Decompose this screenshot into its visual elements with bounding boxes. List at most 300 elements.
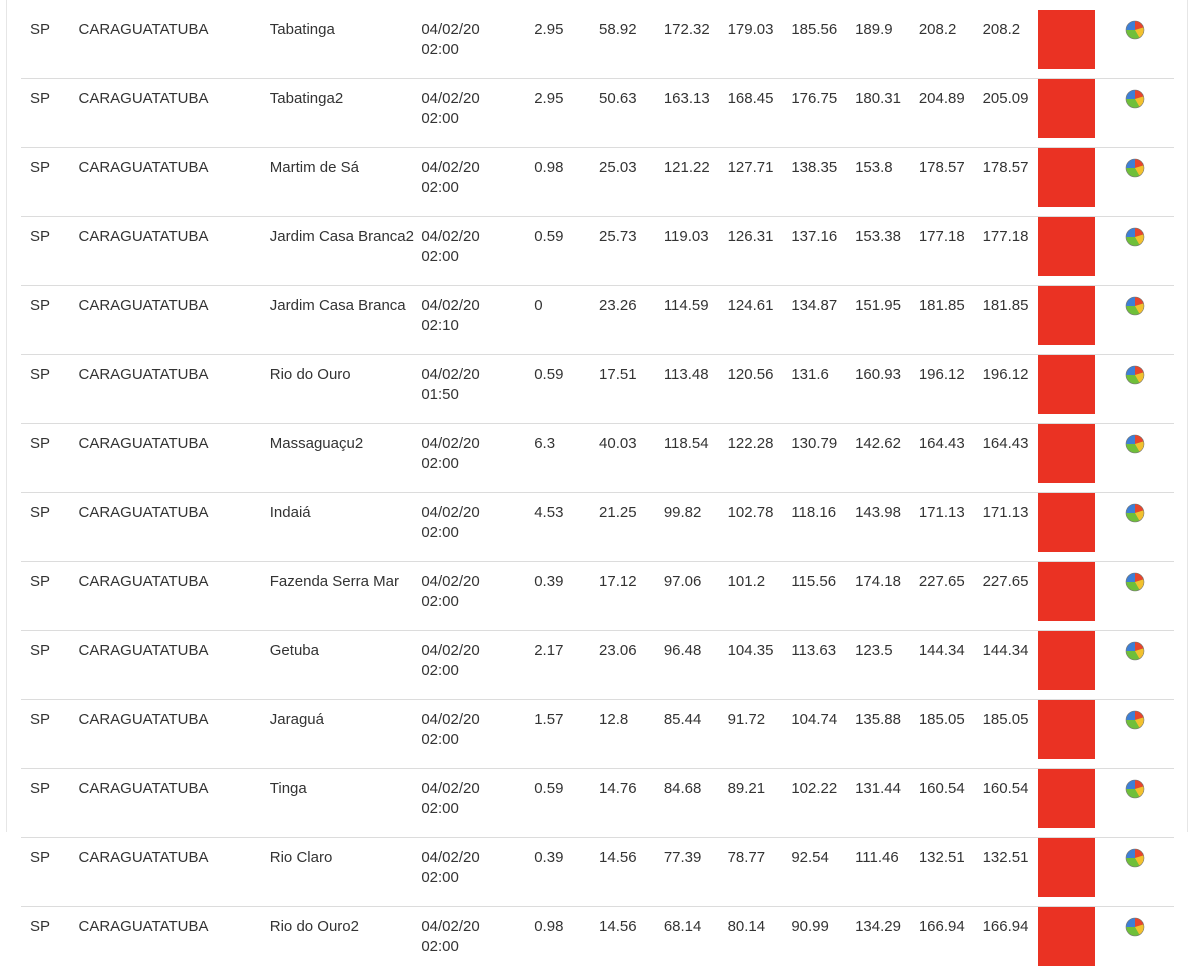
value-1-cell <box>534 838 599 907</box>
value-1: 6.3 <box>534 435 555 452</box>
value-1-cell <box>534 148 599 217</box>
value-8: 178.57 <box>983 159 1029 176</box>
chart-cell <box>1098 562 1174 631</box>
right-border <box>1187 0 1188 832</box>
status-cell <box>1038 562 1098 631</box>
state-text: SP <box>30 642 50 659</box>
table-row <box>21 148 1174 217</box>
city-text: CARAGUATATUBA <box>78 366 208 383</box>
value-7: 171.13 <box>919 504 965 521</box>
station-text: Jaraguá <box>270 711 324 728</box>
status-cell <box>1038 286 1098 355</box>
value-2-cell <box>599 493 664 562</box>
value-4-cell <box>728 907 792 975</box>
value-4-cell <box>728 217 792 286</box>
date-text: 04/02/20 <box>421 90 479 107</box>
chart-cell <box>1098 10 1174 79</box>
date-text: 04/02/20 <box>421 435 479 452</box>
value-7: 185.05 <box>919 711 965 728</box>
value-3-cell <box>664 907 728 975</box>
value-6: 134.29 <box>855 918 901 935</box>
city-text: CARAGUATATUBA <box>78 228 208 245</box>
city-cell <box>78 838 269 907</box>
station-text: Tabatinga2 <box>270 90 343 107</box>
table-row <box>21 424 1174 493</box>
state-text: SP <box>30 297 50 314</box>
value-8-cell <box>983 907 1038 975</box>
chart-cell <box>1098 148 1174 217</box>
value-1: 4.53 <box>534 504 563 521</box>
value-8-cell <box>983 838 1038 907</box>
value-5: 134.87 <box>791 297 837 314</box>
alert-status-indicator <box>1038 79 1095 138</box>
value-5: 113.63 <box>791 642 836 659</box>
datetime-cell <box>421 217 534 286</box>
status-cell <box>1038 148 1098 217</box>
chart-cell <box>1098 700 1174 769</box>
alert-status-indicator <box>1038 838 1095 897</box>
city-cell <box>78 79 269 148</box>
value-6: 111.46 <box>855 849 899 866</box>
time-text: 02:00 <box>421 938 459 955</box>
value-1: 0.59 <box>534 228 563 245</box>
value-8-cell <box>983 217 1038 286</box>
value-6-cell <box>855 493 919 562</box>
datetime-cell <box>421 10 534 79</box>
value-1: 1.57 <box>534 711 563 728</box>
station-cell <box>270 355 422 424</box>
datetime-cell <box>421 148 534 217</box>
value-7: 196.12 <box>919 366 965 383</box>
value-7: 144.34 <box>919 642 965 659</box>
value-1-cell <box>534 562 599 631</box>
value-6: 135.88 <box>855 711 901 728</box>
city-text: CARAGUATATUBA <box>78 780 208 797</box>
datetime-cell <box>421 79 534 148</box>
value-5-cell <box>791 907 855 975</box>
value-4-cell <box>728 562 792 631</box>
status-cell <box>1038 769 1098 838</box>
station-cell <box>270 907 422 975</box>
value-8-cell <box>983 355 1038 424</box>
station-text: Rio do Ouro <box>270 366 351 383</box>
pie-chart-icon[interactable] <box>1125 227 1145 247</box>
value-1: 0.39 <box>534 849 563 866</box>
value-3-cell <box>664 562 728 631</box>
value-5-cell <box>791 631 855 700</box>
value-8-cell <box>983 424 1038 493</box>
value-5: 176.75 <box>791 90 837 107</box>
value-6-cell <box>855 79 919 148</box>
value-8-cell <box>983 631 1038 700</box>
value-7-cell <box>919 286 983 355</box>
value-4-cell <box>728 631 792 700</box>
value-7: 132.51 <box>919 849 965 866</box>
station-cell <box>270 217 422 286</box>
state-cell <box>21 217 78 286</box>
status-cell <box>1038 10 1098 79</box>
state-cell <box>21 769 78 838</box>
value-4: 91.72 <box>728 711 766 728</box>
value-5-cell <box>791 148 855 217</box>
value-6-cell <box>855 631 919 700</box>
state-cell <box>21 148 78 217</box>
value-2: 14.76 <box>599 780 637 797</box>
alert-status-indicator <box>1038 148 1095 207</box>
value-6: 143.98 <box>855 504 901 521</box>
value-6: 142.62 <box>855 435 901 452</box>
value-2-cell <box>599 79 664 148</box>
pie-chart-icon[interactable] <box>1125 710 1145 730</box>
value-7: 204.89 <box>919 90 965 107</box>
value-2-cell <box>599 217 664 286</box>
chart-cell <box>1098 769 1174 838</box>
time-text: 02:00 <box>421 869 459 886</box>
city-cell <box>78 355 269 424</box>
value-8: 177.18 <box>983 228 1029 245</box>
city-cell <box>78 700 269 769</box>
value-6: 151.95 <box>855 297 901 314</box>
value-5-cell <box>791 355 855 424</box>
city-text: CARAGUATATUBA <box>78 711 208 728</box>
value-3-cell <box>664 700 728 769</box>
value-1-cell <box>534 79 599 148</box>
value-4: 102.78 <box>728 504 774 521</box>
value-3: 114.59 <box>664 297 709 314</box>
date-text: 04/02/20 <box>421 228 479 245</box>
station-cell <box>270 631 422 700</box>
value-4: 78.77 <box>728 849 766 866</box>
value-2: 14.56 <box>599 918 637 935</box>
value-3: 119.03 <box>664 228 709 245</box>
table-row <box>21 79 1174 148</box>
time-text: 02:00 <box>421 248 459 265</box>
datetime-cell <box>421 424 534 493</box>
value-5: 130.79 <box>791 435 837 452</box>
value-3: 85.44 <box>664 711 702 728</box>
value-1: 0.59 <box>534 780 563 797</box>
value-7: 177.18 <box>919 228 965 245</box>
chart-cell <box>1098 217 1174 286</box>
status-cell <box>1038 838 1098 907</box>
pie-chart-icon[interactable] <box>1125 365 1145 385</box>
alert-status-indicator <box>1038 424 1095 483</box>
value-8: 227.65 <box>983 573 1029 590</box>
city-text: CARAGUATATUBA <box>78 21 208 38</box>
station-text: Jardim Casa Branca <box>270 297 406 314</box>
value-2-cell <box>599 286 664 355</box>
value-4: 168.45 <box>728 90 774 107</box>
value-6: 160.93 <box>855 366 901 383</box>
table-row <box>21 286 1174 355</box>
state-cell <box>21 286 78 355</box>
value-6: 180.31 <box>855 90 901 107</box>
value-3-cell <box>664 631 728 700</box>
city-text: CARAGUATATUBA <box>78 159 208 176</box>
pie-chart-icon[interactable] <box>1125 917 1145 937</box>
value-4-cell <box>728 286 792 355</box>
value-5-cell <box>791 424 855 493</box>
value-3-cell <box>664 286 728 355</box>
station-text: Martim de Sá <box>270 159 359 176</box>
value-5-cell <box>791 838 855 907</box>
value-4: 120.56 <box>728 366 774 383</box>
station-cell <box>270 286 422 355</box>
table-row <box>21 217 1174 286</box>
value-8: 185.05 <box>983 711 1029 728</box>
city-cell <box>78 286 269 355</box>
value-8: 164.43 <box>983 435 1029 452</box>
alert-status-indicator <box>1038 562 1095 621</box>
value-2: 40.03 <box>599 435 637 452</box>
value-4: 179.03 <box>728 21 774 38</box>
time-text: 02:00 <box>421 662 459 679</box>
table-row <box>21 493 1174 562</box>
datetime-cell <box>421 562 534 631</box>
value-7-cell <box>919 493 983 562</box>
value-3-cell <box>664 10 728 79</box>
city-text: CARAGUATATUBA <box>78 849 208 866</box>
station-text: Rio do Ouro2 <box>270 918 359 935</box>
date-text: 04/02/20 <box>421 918 479 935</box>
value-2: 25.03 <box>599 159 637 176</box>
time-text: 02:00 <box>421 731 459 748</box>
value-7-cell <box>919 217 983 286</box>
station-cell <box>270 10 422 79</box>
city-cell <box>78 148 269 217</box>
state-cell <box>21 562 78 631</box>
value-5-cell <box>791 493 855 562</box>
alert-status-indicator <box>1038 700 1095 759</box>
value-3: 118.54 <box>664 435 709 452</box>
datetime-cell <box>421 769 534 838</box>
value-1-cell <box>534 769 599 838</box>
pie-chart-icon[interactable] <box>1125 572 1145 592</box>
station-text: Massaguaçu2 <box>270 435 363 452</box>
value-1: 2.95 <box>534 21 563 38</box>
value-6-cell <box>855 148 919 217</box>
status-cell <box>1038 700 1098 769</box>
value-8: 171.13 <box>983 504 1029 521</box>
value-7: 160.54 <box>919 780 965 797</box>
value-3-cell <box>664 217 728 286</box>
state-cell <box>21 631 78 700</box>
value-3: 96.48 <box>664 642 702 659</box>
pie-chart-icon[interactable] <box>1125 296 1145 316</box>
value-6-cell <box>855 838 919 907</box>
value-2-cell <box>599 838 664 907</box>
value-6-cell <box>855 286 919 355</box>
value-4: 80.14 <box>728 918 766 935</box>
value-4: 124.61 <box>728 297 774 314</box>
state-text: SP <box>30 849 50 866</box>
value-6: 131.44 <box>855 780 901 797</box>
value-2: 58.92 <box>599 21 637 38</box>
table-row <box>21 355 1174 424</box>
value-3: 68.14 <box>664 918 702 935</box>
time-text: 02:10 <box>421 317 459 334</box>
pie-chart-icon[interactable] <box>1125 848 1145 868</box>
value-4: 101.2 <box>728 573 766 590</box>
date-text: 04/02/20 <box>421 366 479 383</box>
value-1-cell <box>534 286 599 355</box>
value-7-cell <box>919 79 983 148</box>
value-8-cell <box>983 10 1038 79</box>
pie-chart-icon[interactable] <box>1125 20 1145 40</box>
city-cell <box>78 769 269 838</box>
date-text: 04/02/20 <box>421 504 479 521</box>
pie-chart-icon[interactable] <box>1125 779 1145 799</box>
city-cell <box>78 631 269 700</box>
value-7-cell <box>919 424 983 493</box>
state-cell <box>21 700 78 769</box>
state-text: SP <box>30 504 50 521</box>
city-text: CARAGUATATUBA <box>78 90 208 107</box>
city-cell <box>78 10 269 79</box>
state-cell <box>21 907 78 975</box>
time-text: 02:00 <box>421 593 459 610</box>
value-3: 113.48 <box>664 366 709 383</box>
city-cell <box>78 217 269 286</box>
value-6: 174.18 <box>855 573 901 590</box>
pie-chart-icon[interactable] <box>1125 503 1145 523</box>
date-text: 04/02/20 <box>421 21 479 38</box>
pie-chart-icon[interactable] <box>1125 434 1145 454</box>
value-7-cell <box>919 769 983 838</box>
value-1: 2.17 <box>534 642 563 659</box>
datetime-cell <box>421 355 534 424</box>
value-1: 0.98 <box>534 159 563 176</box>
value-8: 160.54 <box>983 780 1029 797</box>
status-cell <box>1038 493 1098 562</box>
table-row <box>21 907 1174 975</box>
value-6-cell <box>855 907 919 975</box>
table-row <box>21 838 1174 907</box>
state-text: SP <box>30 573 50 590</box>
value-2: 14.56 <box>599 849 637 866</box>
value-1-cell <box>534 217 599 286</box>
value-7: 178.57 <box>919 159 965 176</box>
alert-status-indicator <box>1038 493 1095 552</box>
value-3-cell <box>664 424 728 493</box>
value-5: 131.6 <box>791 366 829 383</box>
value-5-cell <box>791 79 855 148</box>
value-3: 77.39 <box>664 849 702 866</box>
chart-cell <box>1098 424 1174 493</box>
value-7-cell <box>919 148 983 217</box>
station-text: Jardim Casa Branca2 <box>270 228 414 245</box>
city-text: CARAGUATATUBA <box>78 642 208 659</box>
value-5-cell <box>791 10 855 79</box>
state-text: SP <box>30 228 50 245</box>
value-2-cell <box>599 907 664 975</box>
state-cell <box>21 355 78 424</box>
value-7-cell <box>919 700 983 769</box>
value-5: 118.16 <box>791 504 836 521</box>
chart-cell <box>1098 631 1174 700</box>
value-1-cell <box>534 700 599 769</box>
station-text: Tinga <box>270 780 307 797</box>
date-text: 04/02/20 <box>421 642 479 659</box>
table-row <box>21 769 1174 838</box>
value-1: 2.95 <box>534 90 563 107</box>
datetime-cell <box>421 907 534 975</box>
pie-chart-icon[interactable] <box>1125 158 1145 178</box>
value-3: 121.22 <box>664 159 710 176</box>
chart-cell <box>1098 838 1174 907</box>
value-4: 89.21 <box>728 780 766 797</box>
value-1-cell <box>534 907 599 975</box>
pie-chart-icon[interactable] <box>1125 89 1145 109</box>
value-6: 189.9 <box>855 21 893 38</box>
value-8-cell <box>983 700 1038 769</box>
value-3-cell <box>664 148 728 217</box>
date-text: 04/02/20 <box>421 573 479 590</box>
value-2-cell <box>599 769 664 838</box>
value-4-cell <box>728 769 792 838</box>
value-4: 122.28 <box>728 435 774 452</box>
value-8-cell <box>983 286 1038 355</box>
station-cell <box>270 562 422 631</box>
chart-cell <box>1098 355 1174 424</box>
time-text: 02:00 <box>421 179 459 196</box>
value-8: 196.12 <box>983 366 1029 383</box>
value-3-cell <box>664 79 728 148</box>
city-text: CARAGUATATUBA <box>78 504 208 521</box>
value-5: 185.56 <box>791 21 837 38</box>
value-3: 84.68 <box>664 780 702 797</box>
value-1-cell <box>534 631 599 700</box>
value-6-cell <box>855 10 919 79</box>
value-5-cell <box>791 700 855 769</box>
value-2: 50.63 <box>599 90 637 107</box>
chart-cell <box>1098 79 1174 148</box>
table-body <box>21 10 1174 975</box>
alert-status-indicator <box>1038 631 1095 690</box>
alert-status-indicator <box>1038 217 1095 276</box>
value-8: 181.85 <box>983 297 1029 314</box>
value-4-cell <box>728 355 792 424</box>
pie-chart-icon[interactable] <box>1125 641 1145 661</box>
value-7: 164.43 <box>919 435 965 452</box>
value-8: 144.34 <box>983 642 1029 659</box>
table-row <box>21 10 1174 79</box>
status-cell <box>1038 217 1098 286</box>
value-1: 0 <box>534 297 542 314</box>
station-cell <box>270 79 422 148</box>
value-1: 0.98 <box>534 918 563 935</box>
value-8-cell <box>983 562 1038 631</box>
state-text: SP <box>30 159 50 176</box>
state-cell <box>21 79 78 148</box>
value-2: 17.12 <box>599 573 637 590</box>
value-1-cell <box>534 493 599 562</box>
city-cell <box>78 424 269 493</box>
value-5-cell <box>791 769 855 838</box>
datetime-cell <box>421 493 534 562</box>
value-5: 90.99 <box>791 918 829 935</box>
city-text: CARAGUATATUBA <box>78 297 208 314</box>
city-cell <box>78 562 269 631</box>
value-6-cell <box>855 769 919 838</box>
value-6: 123.5 <box>855 642 893 659</box>
value-3: 172.32 <box>664 21 710 38</box>
chart-cell <box>1098 286 1174 355</box>
state-text: SP <box>30 780 50 797</box>
value-2-cell <box>599 700 664 769</box>
time-text: 02:00 <box>421 800 459 817</box>
value-2: 12.8 <box>599 711 628 728</box>
